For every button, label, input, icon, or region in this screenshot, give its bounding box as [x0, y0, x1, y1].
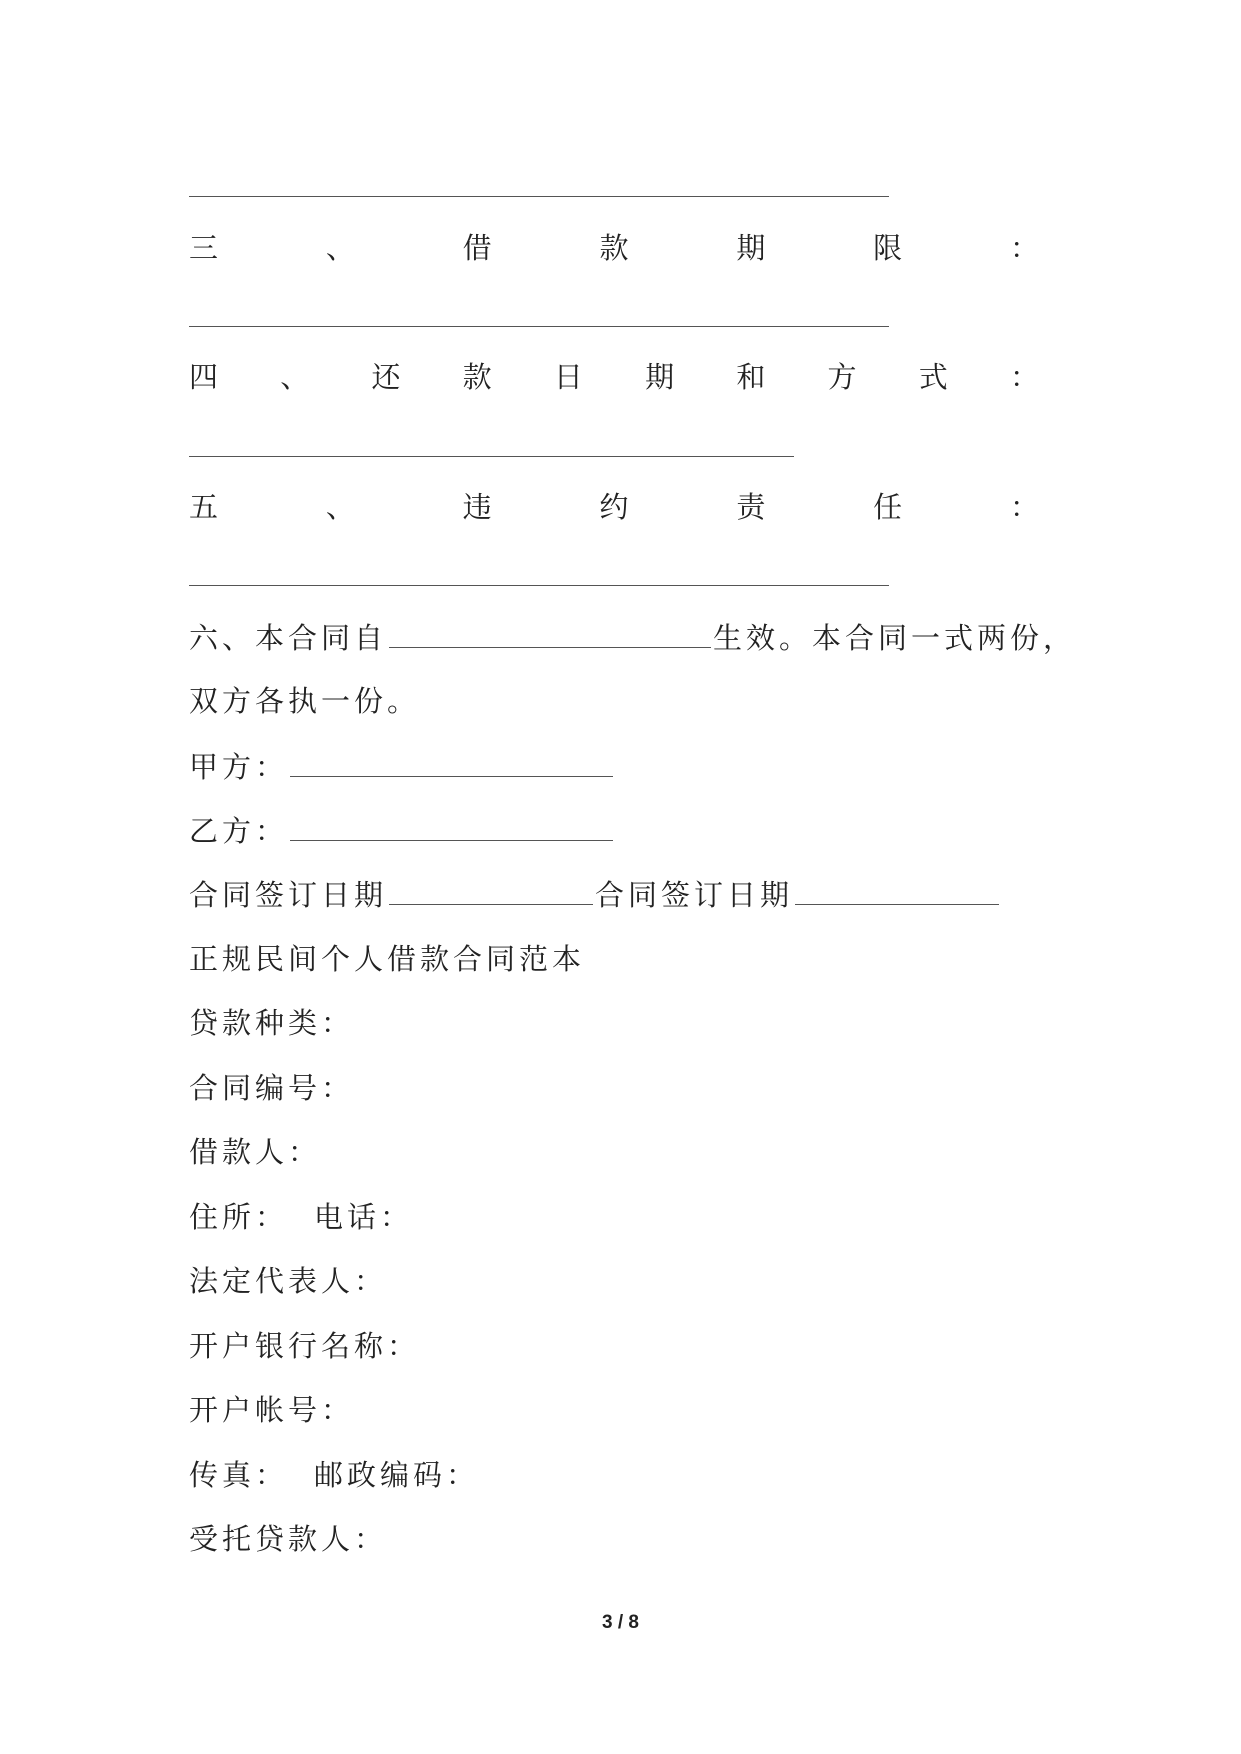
blank-line: [189, 456, 794, 457]
sign-date-blank: [795, 874, 999, 905]
contract-title: 正规民间个人借款合同范本: [189, 942, 586, 976]
field-entrusted-lender: 受托贷款人：: [189, 1522, 388, 1556]
section-char: 责: [736, 490, 766, 524]
party-b-label: 乙方：: [189, 814, 289, 848]
party-a-label: 甲方：: [189, 750, 289, 784]
field-address-phone: [189, 1197, 413, 1237]
clause-suffix: 生效。本合同一式两份，: [713, 621, 1077, 655]
party-b-blank: [290, 810, 613, 841]
field-account-number: 开户帐号：: [189, 1393, 355, 1427]
field-contract-number: 合同编号：: [189, 1071, 355, 1105]
party-a-blank: [290, 746, 613, 777]
effective-date-blank: [389, 617, 711, 648]
page-number: 3 / 8: [602, 1612, 639, 1633]
section-char: 约: [599, 490, 629, 524]
field-legal-representative: 法定代表人：: [189, 1264, 388, 1298]
section-char: 期: [736, 231, 766, 265]
field-postcode: 邮政编码：: [314, 1458, 480, 1492]
clause-prefix: 六、本合同自: [189, 621, 388, 655]
section-char: 、: [325, 231, 355, 265]
blank-line: [189, 196, 889, 197]
field-fax: 传真：: [189, 1458, 289, 1492]
field-loan-type: 贷款种类：: [189, 1006, 355, 1040]
sign-date-blank: [389, 874, 593, 905]
blank-line: [189, 326, 889, 327]
section-char: 五: [189, 490, 219, 524]
party-a: [189, 746, 615, 787]
section-char: 任: [873, 490, 903, 524]
sign-date-label: 合同签订日期: [595, 878, 794, 912]
section-repayment: [189, 357, 1039, 397]
field-fax-postcode: [189, 1455, 479, 1495]
section-liability: [189, 487, 1039, 527]
clause-copies: 双方各执一份。: [189, 684, 421, 718]
clause-effective: [189, 617, 1076, 658]
section-char: 四: [189, 360, 219, 394]
party-b: [189, 810, 615, 851]
section-char: 日: [553, 360, 583, 394]
section-char: 款: [599, 231, 629, 265]
section-char: ：: [1009, 490, 1039, 524]
section-char: ：: [1009, 231, 1039, 265]
field-phone: 电话：: [314, 1200, 414, 1234]
section-char: 违: [462, 490, 492, 524]
section-char: 和: [736, 360, 766, 394]
blank-line: [189, 585, 889, 586]
section-char: 借: [462, 231, 492, 265]
section-char: 期: [645, 360, 675, 394]
sign-date-label: 合同签订日期: [189, 878, 388, 912]
field-address: 住所：: [189, 1200, 289, 1234]
section-char: 、: [280, 360, 310, 394]
section-char: 式: [918, 360, 948, 394]
section-char: 款: [462, 360, 492, 394]
section-char: 限: [873, 231, 903, 265]
section-char: 、: [325, 490, 355, 524]
field-borrower: 借款人：: [189, 1135, 322, 1169]
field-bank-name: 开户银行名称：: [189, 1329, 421, 1363]
section-char: ：: [1009, 360, 1039, 394]
section-loan-term: [189, 228, 1039, 268]
signing-dates: [189, 874, 1001, 915]
section-char: 还: [371, 360, 401, 394]
section-char: 三: [189, 231, 219, 265]
section-char: 方: [827, 360, 857, 394]
